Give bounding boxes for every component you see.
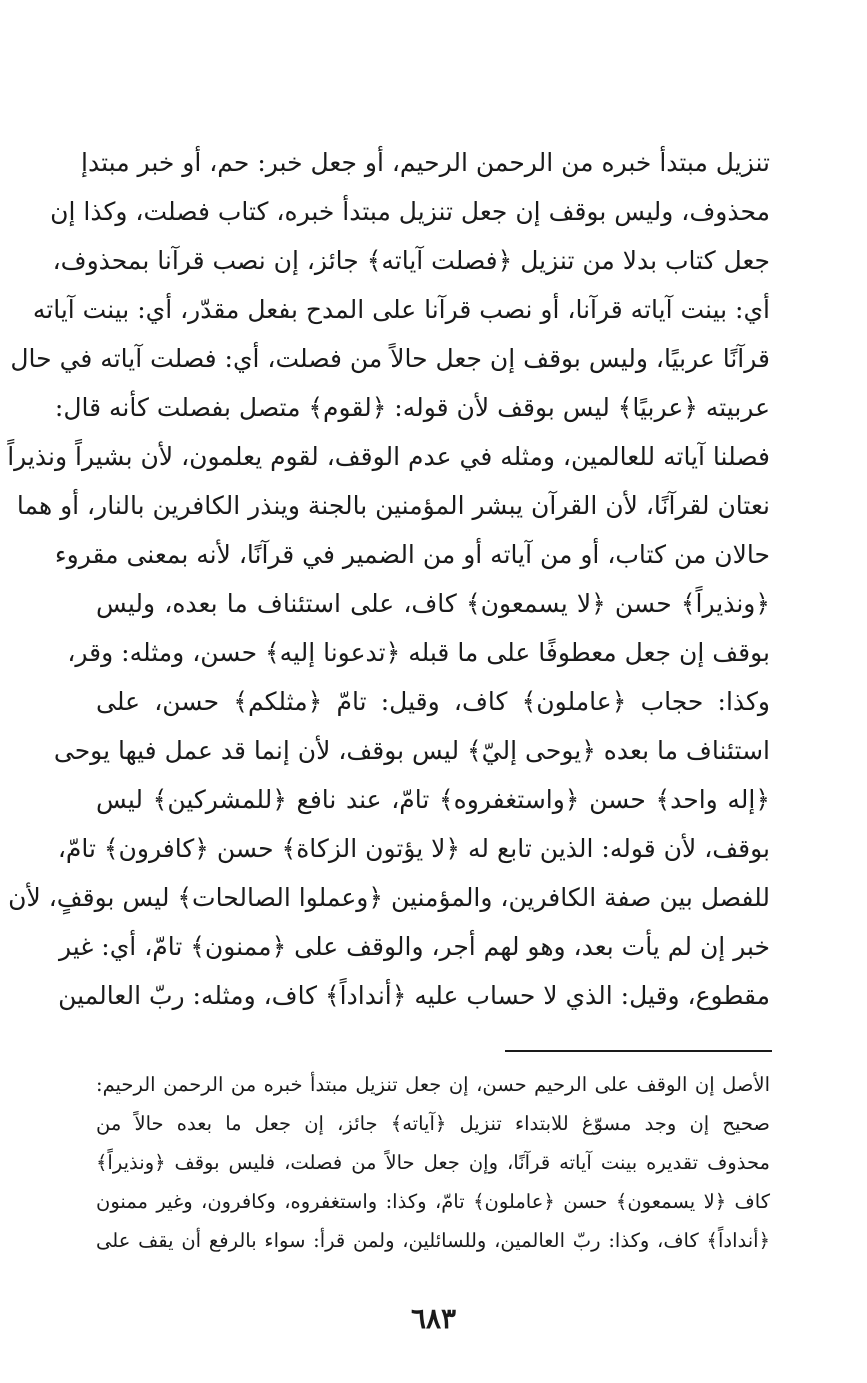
main-text-line: ﴿ونذيراً﴾ حسن ﴿لا يسمعون﴾ كاف، على استئناف ما بعده، وليس [96,589,770,618]
main-text-line: حالان من كتاب، أو من آياته أو من الضمير في قرآنًا، لأنه بمعنى مقروء [54,540,770,569]
main-text-line: عربيته ﴿عربيًا﴾ ليس بوقف لأن قوله: ﴿لقوم﴾ متصل بفصلت كأنه قال: [54,393,770,422]
main-text-line: مقطوع، وقيل: الذي لا حساب عليه ﴿أنداداً﴾ كاف، ومثله: ربّ العالمين [58,981,770,1010]
footnote-line: صحيح إن وجد مسوّغ للابتداء تنزيل ﴿آياته﴾ جائز، إن جعل ما بعده حالاً من [96,1112,770,1135]
main-text-line: وكذا: حجاب ﴿عاملون﴾ كاف، وقيل: تامّ ﴿مثلكم﴾ حسن، على [96,687,770,716]
main-text-line: أي: بينت آياته قرآنا، أو نصب قرآنا على المدح بفعل مقدّر، أي: بينت آياته [32,295,770,324]
footnote-line: ﴿أنداداً﴾ كاف، وكذا: ربّ العالمين، وللسائلين، ولمن قرأ: سواء بالرفع أن يقف على [96,1229,770,1252]
footnote-separator [505,1050,772,1052]
page-number: ٦٨٣ [410,1302,457,1335]
footnotes-block [96,1065,770,1260]
main-text-line: بوقف إن جعل معطوفًا على ما قبله ﴿تدعونا إليه﴾ حسن، ومثله: وقر، [67,638,770,667]
main-text-line: بوقف، لأن قوله: الذين تابع له ﴿لا يؤتون الزكاة﴾ حسن ﴿كافرون﴾ تامّ، [57,834,770,863]
footnote-line: محذوف تقديره بينت آياته قرآنًا، وإن جعل حالاً من فصلت، فليس بوقف ﴿ونذيراً﴾ [96,1151,770,1174]
main-text-line: تنزيل مبتدأ خبره من الرحمن الرحيم، أو جعل خبر: حم، أو خبر مبتدإ [81,148,770,177]
main-text-line: محذوف، وليس بوقف إن جعل تنزيل مبتدأ خبره، كتاب فصلت، وكذا إن [50,197,770,226]
main-text-line: فصلنا آياته للعالمين، ومثله في عدم الوقف، لقوم يعلمون، لأن بشيراً ونذيراً [7,442,770,471]
footnote-line: الأصل إن الوقف على الرحيم حسن، إن جعل تنزيل مبتدأ خبره من الرحمن الرحيم: [96,1073,770,1096]
main-text-line: جعل كتاب بدلا من تنزيل ﴿فصلت آياته﴾ جائز، إن نصب قرآنا بمحذوف، [52,246,770,275]
main-text-line: نعتان لقرآنًا، لأن القرآن يبشر المؤمنين بالجنة وينذر الكافرين بالنار، أو هما [16,491,770,520]
main-text-line: استئناف ما بعده ﴿يوحى إليّ﴾ ليس بوقف، لأن إنما قد عمل فيها يوحى [53,736,770,765]
main-text-line: ﴿إله واحد﴾ حسن ﴿واستغفروه﴾ تامّ، عند نافع ﴿للمشركين﴾ ليس [96,785,770,814]
main-text-block [7,138,770,1020]
main-text-line: قرآنًا عربيًا، وليس بوقف إن جعل حالاً من فصلت، أي: فصلت آياته في حال [10,344,770,373]
main-text-line: خبر إن لم يأت بعد، وهو لهم أجر، والوقف على ﴿ممنون﴾ تامّ، أي: غير [58,932,770,961]
main-text-line: للفصل بين صفة الكافرين، والمؤمنين ﴿وعملوا الصالحات﴾ ليس بوقفٍ، لأن [8,883,770,912]
footnote-line: كاف ﴿لا يسمعون﴾ حسن ﴿عاملون﴾ تامّ، وكذا: واستغفروه، وكافرون، وغير ممنون [96,1190,770,1213]
